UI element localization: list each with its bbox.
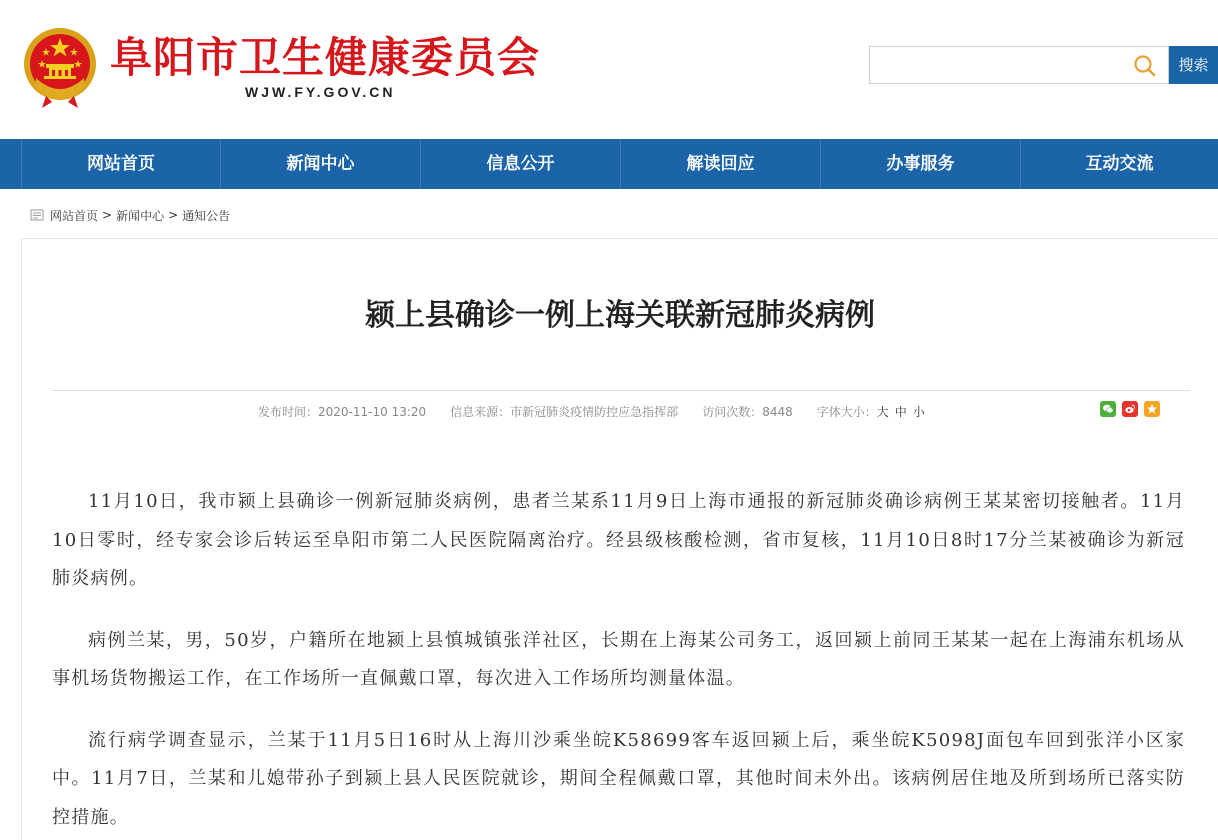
search-input[interactable] bbox=[870, 47, 1125, 83]
view-count-value: 8448 bbox=[762, 404, 793, 419]
nav-item-services[interactable]: 办事服务 bbox=[821, 139, 1021, 189]
article-paragraph: 11月10日，我市颍上县确诊一例新冠肺炎病例，患者兰某系11月9日上海市通报的新冠肺炎确诊病例王某某密切接触者。11月10日零时，经专家会诊后转运至阜阳市第二人民医院隔离治疗。经县级核酸检测，省市复核，11月10日8时17分兰某被确诊为新冠肺炎病例。 bbox=[52, 491, 1185, 589]
article-title: 颍上县确诊一例上海关联新冠肺炎病例 bbox=[365, 298, 875, 333]
nav-item-interpretation[interactable]: 解读回应 bbox=[621, 139, 821, 189]
article-meta bbox=[258, 402, 931, 420]
main-nav bbox=[0, 139, 1218, 189]
weibo-icon bbox=[1124, 403, 1136, 415]
article-body bbox=[52, 483, 1185, 840]
national-emblem-icon bbox=[22, 26, 98, 110]
font-size-label: 字体大小： bbox=[816, 404, 877, 419]
nav-item-interaction[interactable]: 互动交流 bbox=[1085, 154, 1154, 174]
font-size-small[interactable]: 小 bbox=[912, 404, 925, 419]
breadcrumb-notices[interactable]: 通知公告 bbox=[182, 208, 231, 223]
publish-time-label: 发布时间： bbox=[258, 404, 319, 419]
breadcrumb-separator: > bbox=[102, 208, 113, 222]
font-size-selector bbox=[817, 403, 931, 420]
site-title: 阜阳市卫生健康委员会 bbox=[110, 33, 541, 82]
weibo-share-button[interactable] bbox=[1122, 401, 1138, 417]
site-header bbox=[0, 0, 1218, 139]
wechat-share-button[interactable] bbox=[1100, 401, 1116, 417]
publish-time-value: 2020-11-10 13:20 bbox=[318, 404, 427, 419]
font-size-large[interactable]: 大 bbox=[876, 404, 889, 419]
nav-item-news[interactable]: 新闻中心 bbox=[221, 139, 421, 189]
title-divider bbox=[52, 390, 1190, 391]
info-source bbox=[450, 403, 678, 420]
view-count bbox=[702, 403, 793, 420]
qzone-icon bbox=[1146, 403, 1158, 415]
info-source-label: 信息来源： bbox=[450, 404, 511, 419]
breadcrumb-separator: > bbox=[168, 208, 179, 222]
font-size-medium[interactable]: 中 bbox=[894, 404, 907, 419]
search-button[interactable]: 搜索 bbox=[1169, 46, 1218, 84]
article-paragraph: 流行病学调查显示，兰某于11月5日16时从上海川沙乘坐皖K58699客车返回颍上后，乘坐皖K5098J面包车回到张洋小区家中。11月7日，兰某和儿媳带孙子到颍上县人民医院就诊，期间全程佩戴口罩，其他时间未外出。该病例居住地及所到场所已落实防控措施。 bbox=[52, 729, 1185, 828]
breadcrumb bbox=[30, 205, 230, 225]
share-buttons bbox=[1100, 401, 1166, 417]
site-domain: WJW.FY.GOV.CN bbox=[245, 84, 396, 100]
article-paragraph: 病例兰某，男，50岁，户籍所在地颍上县慎城镇张洋社区，长期在上海某公司务工，返回颍上前同王某某一起在上海浦东机场从事机场货物搬运工作，在工作场所一直佩戴口罩，每次进入工作场所均测量体温。 bbox=[52, 629, 1185, 689]
info-source-value: 市新冠肺炎疫情防控应急指挥部 bbox=[510, 404, 679, 419]
search-box bbox=[869, 46, 1169, 84]
view-count-label: 访问次数： bbox=[702, 404, 763, 419]
nav-item-info-disclosure[interactable]: 信息公开 bbox=[421, 139, 621, 189]
wechat-icon bbox=[1102, 403, 1114, 415]
search-icon[interactable] bbox=[1132, 53, 1158, 79]
qzone-share-button[interactable] bbox=[1144, 401, 1160, 417]
publish-time bbox=[258, 403, 426, 420]
nav-item-home[interactable]: 网站首页 bbox=[21, 139, 221, 189]
breadcrumb-home[interactable]: 网站首页 bbox=[50, 208, 99, 223]
home-icon bbox=[30, 208, 44, 222]
breadcrumb-news[interactable]: 新闻中心 bbox=[116, 208, 165, 223]
